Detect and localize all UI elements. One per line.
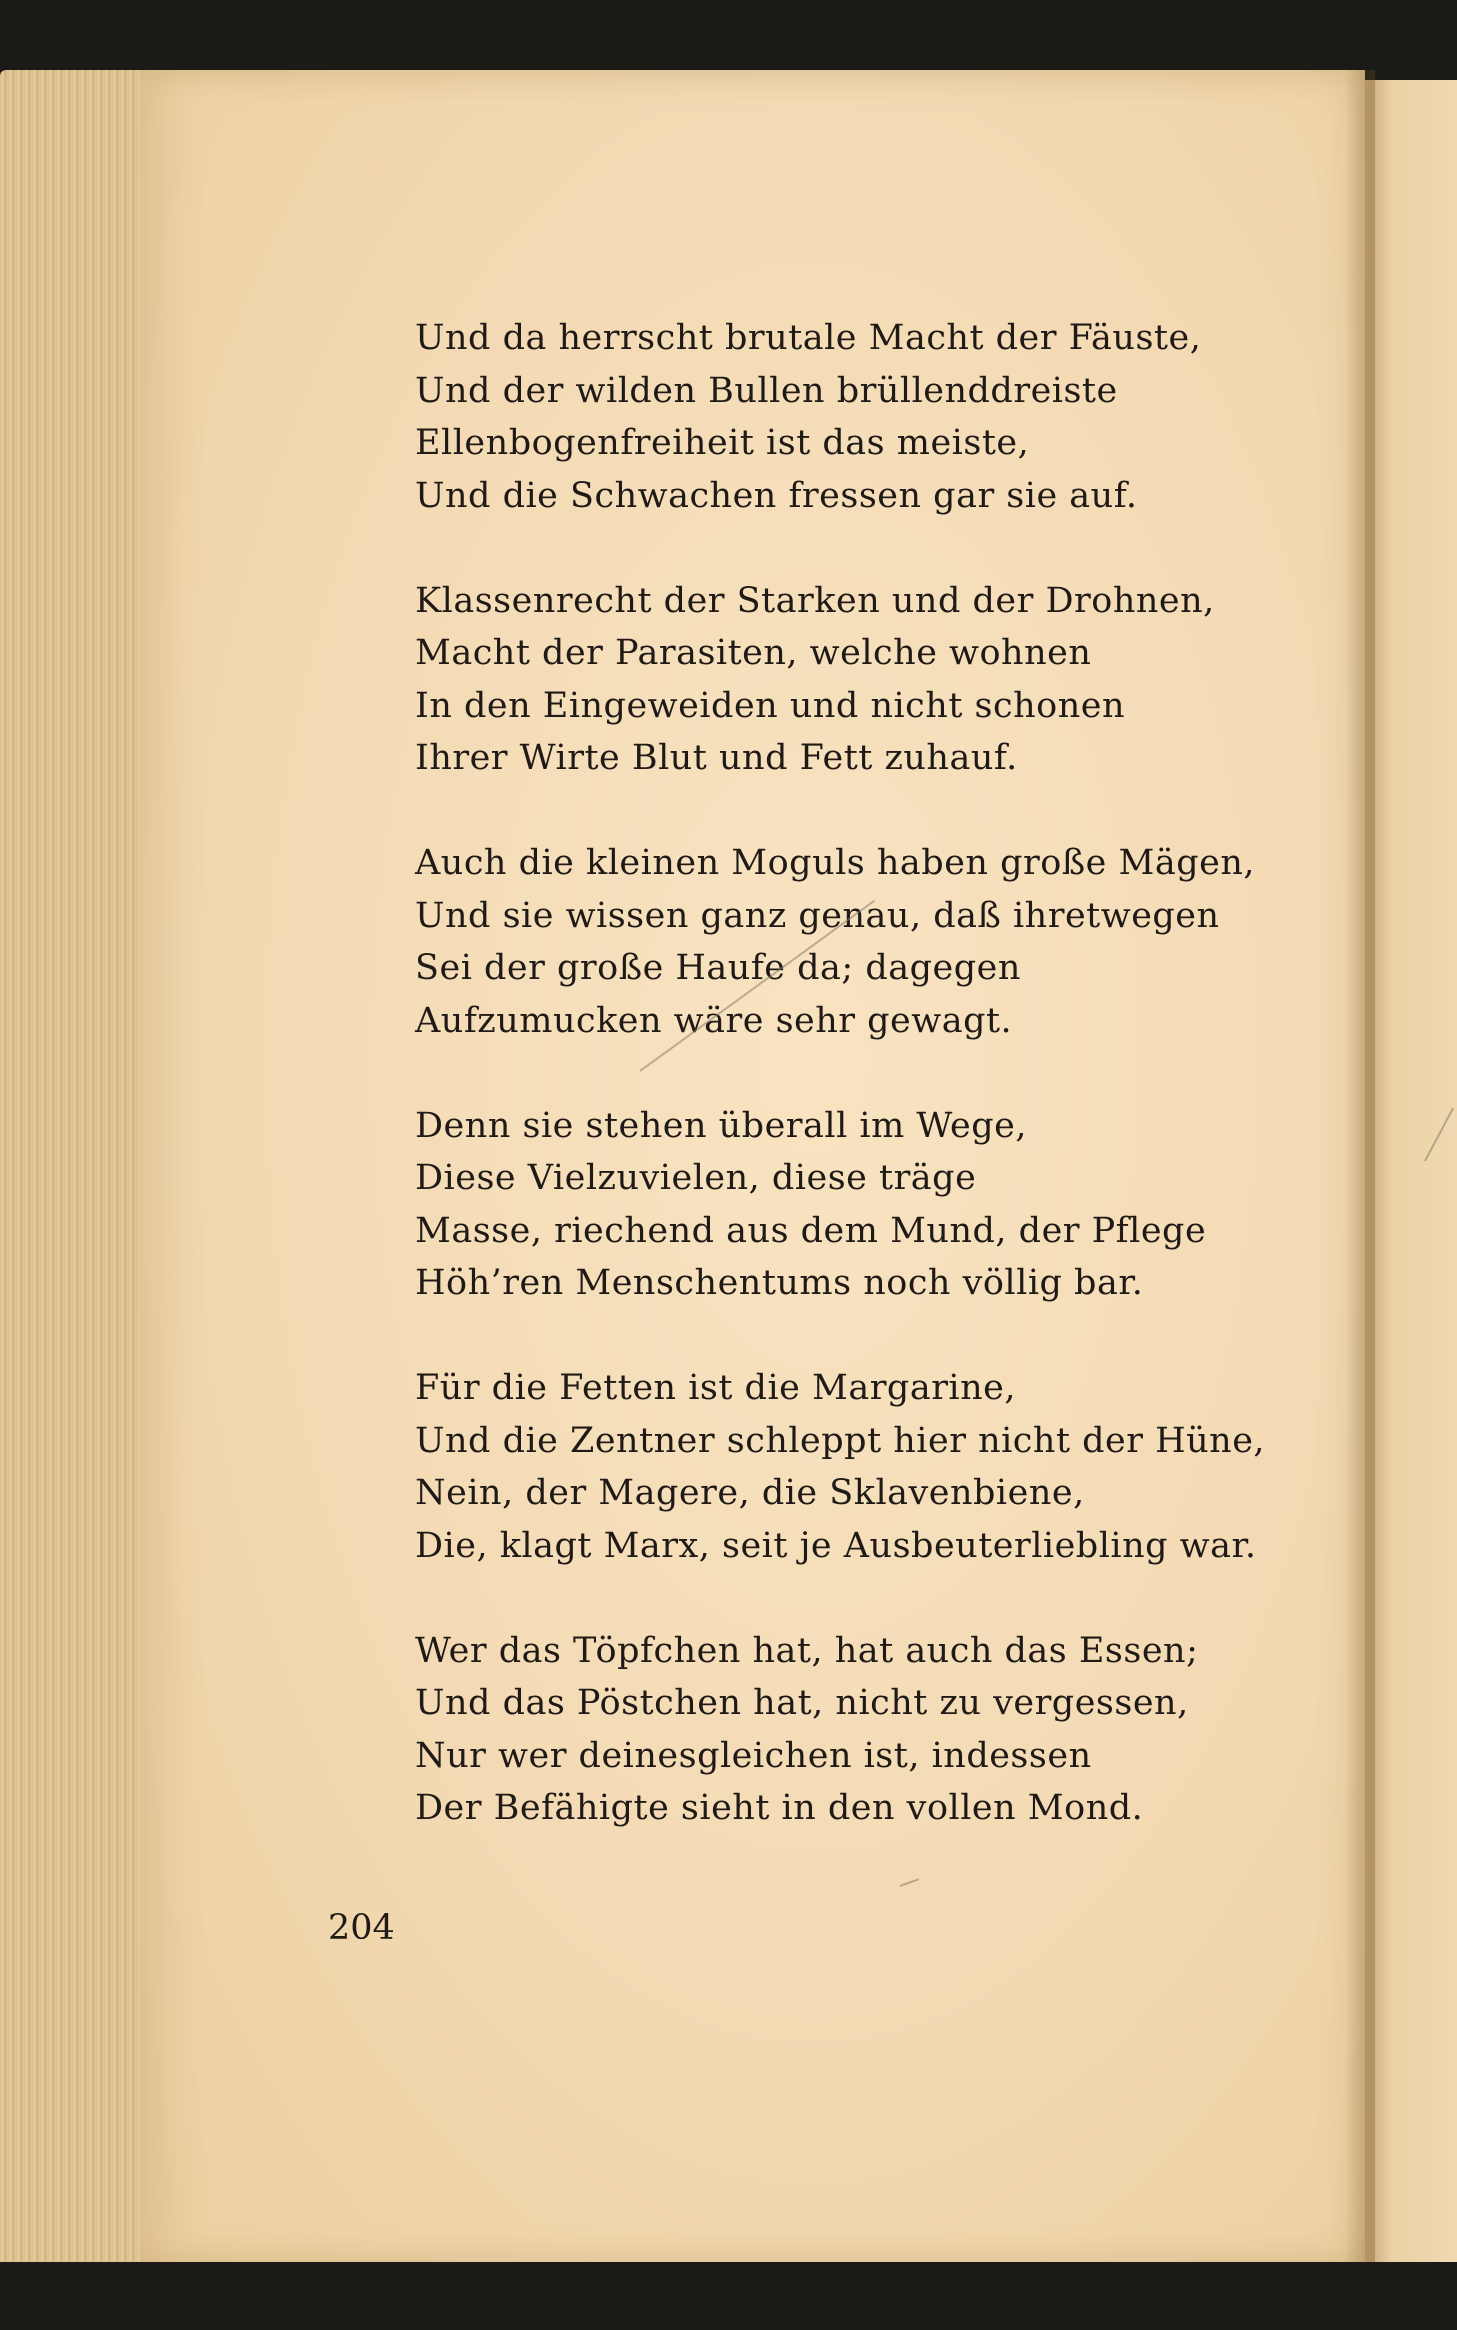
stanza [415, 312, 1295, 522]
poem-line: Diese Vielzuvielen, diese träge [415, 1158, 977, 1198]
poem-text [415, 312, 1295, 1887]
poem-line: Und der wilden Bullen brüllenddreiste [415, 370, 1118, 411]
poem-line: Und die Zentner schleppt hier nicht der Hüne, [415, 1420, 1266, 1461]
poem-line: Der Befähigte sieht in den vollen Mond. [415, 1788, 1144, 1828]
poem-line: Sei der große Haufe da; dagegen [415, 948, 1021, 988]
page-stack-edge [0, 70, 150, 2270]
poem-line: Und die Schwachen fressen gar sie auf. [415, 475, 1138, 516]
stanza [415, 1100, 1295, 1310]
poem-line: Masse, riechend aus dem Mund, der Pflege [415, 1210, 1207, 1251]
stanza [415, 575, 1295, 785]
adjacent-page [1365, 80, 1457, 2270]
poem-line: Höh’ren Menschentums noch völlig bar. [415, 1263, 1144, 1303]
poem-line: Auch die kleinen Moguls haben große Mägen, [415, 843, 1255, 883]
poem-line: In den Eingeweiden und nicht schonen [415, 685, 1125, 726]
poem-line: Ellenbogenfreiheit ist das meiste, [415, 423, 1030, 463]
poem-line: Und sie wissen ganz genau, daß ihretwegen [415, 895, 1220, 936]
poem-line: Und da herrscht brutale Macht der Fäuste, [415, 318, 1202, 358]
poem-line: Macht der Parasiten, welche wohnen [415, 633, 1092, 673]
poem-line: Für die Fetten ist die Margarine, [415, 1368, 1017, 1408]
poem-line: Nein, der Magere, die Sklavenbiene, [415, 1473, 1085, 1513]
poem-line: Und das Pöstchen hat, nicht zu vergessen, [415, 1683, 1189, 1723]
poem-line: Die, klagt Marx, seit je Ausbeuterliebling war. [415, 1525, 1257, 1566]
scan-background [0, 2262, 1457, 2330]
stanza [415, 837, 1295, 1047]
gutter-shadow [1345, 70, 1375, 2270]
poem-line: Ihrer Wirte Blut und Fett zuhauf. [415, 738, 1018, 778]
poem-line: Klassenrecht der Starken und der Drohnen, [415, 580, 1215, 621]
poem-line: Nur wer deinesgleichen ist, indessen [415, 1735, 1092, 1776]
page-number: 204 [328, 1908, 395, 1948]
poem-line: Wer das Töpfchen hat, hat auch das Essen; [415, 1630, 1199, 1671]
stanza [415, 1362, 1295, 1572]
poem-line: Aufzumucken wäre sehr gewagt. [415, 1000, 1013, 1041]
poem-line: Denn sie stehen überall im Wege, [415, 1105, 1027, 1146]
stanza [415, 1625, 1295, 1835]
